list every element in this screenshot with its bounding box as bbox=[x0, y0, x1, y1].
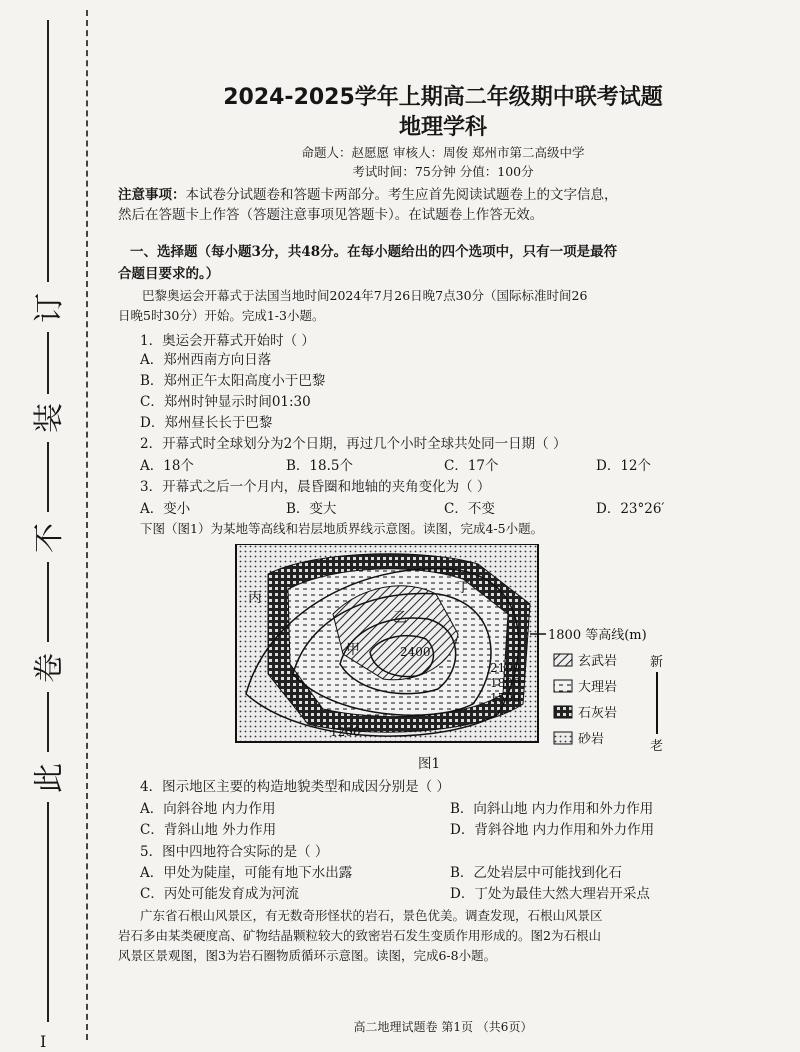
intro3-line-3: 风景区景观图，图3为岩石圈物质循环示意图。读图，完成6-8小题。 bbox=[118, 948, 497, 963]
label-ding: 丁 bbox=[456, 580, 470, 596]
corner-mark: I bbox=[40, 1032, 47, 1051]
q4-option-d: D．背斜谷地 内力作用和外力作用 bbox=[450, 822, 655, 838]
q3-option-b: B．变大 bbox=[286, 501, 337, 517]
label-jia: 甲 bbox=[346, 642, 360, 658]
legend-limestone-swatch bbox=[554, 706, 572, 718]
binding-dashed-line bbox=[86, 10, 88, 1040]
binding-line bbox=[47, 20, 49, 282]
q5-option-a: A．甲处为陡崖，可能有地下水出露 bbox=[140, 865, 353, 881]
legend-basalt-swatch bbox=[554, 654, 572, 666]
binding-char-bu: 不 bbox=[32, 523, 67, 553]
label-bing: 丙 bbox=[248, 590, 262, 606]
notice-line-2: 然后在答题卡上作答（答题注意事项见答题卡）。在试题卷上作答无效。 bbox=[118, 207, 544, 223]
contour-label-1800: 1800 bbox=[490, 676, 521, 690]
q3-option-c: C．不变 bbox=[444, 501, 495, 517]
section-heading-2: 合题目要求的。） bbox=[118, 266, 220, 282]
legend-old: 老 bbox=[650, 739, 664, 754]
contour-label-2100: 2100 bbox=[490, 661, 521, 675]
binding-line bbox=[47, 562, 49, 642]
legend-sandstone: 砂岩 bbox=[578, 732, 605, 747]
authors-line: 命题人：赵愿愿 审核人：周俊 郑州市第二高级中学 bbox=[301, 145, 585, 160]
legend-limestone: 石灰岩 bbox=[578, 706, 618, 721]
binding-char-juan: 卷 bbox=[32, 653, 67, 683]
q2-stem: 2．开幕式时全球划分为2个日期，再过几个小时全球共处同一日期（ ） bbox=[140, 436, 567, 452]
label-yi: 乙 bbox=[393, 610, 407, 626]
q2-option-d: D．12个 bbox=[596, 458, 652, 474]
q1-option-c: C．郑州时钟显示时间01:30 bbox=[140, 394, 311, 410]
intro3-line-1: 广东省石根山风景区，有无数奇形怪状的岩石，景色优美。调查发现，石根山风景区 bbox=[140, 908, 603, 923]
legend-basalt: 玄武岩 bbox=[578, 654, 618, 669]
q5-stem: 5．图中四地符合实际的是（ ） bbox=[140, 844, 329, 860]
q3-option-d: D．23°26′ bbox=[596, 501, 665, 517]
binding-strip bbox=[32, 10, 70, 1045]
q1-option-d: D．郑州昼长长于巴黎 bbox=[140, 415, 273, 431]
q2-option-a: A．18个 bbox=[140, 458, 194, 474]
legend-marble: 大理岩 bbox=[578, 680, 618, 695]
subject-title: 地理学科 bbox=[398, 115, 487, 140]
q2-option-c: C．17个 bbox=[444, 458, 499, 474]
notice-line-1 bbox=[118, 183, 618, 203]
intro2: 下图（图1）为某地等高线和岩层地质界线示意图。读图，完成4-5小题。 bbox=[140, 521, 544, 536]
legend-new: 新 bbox=[650, 655, 664, 670]
intro1-line-2: 日晚5时30分）开始。完成1-3小题。 bbox=[118, 308, 325, 323]
binding-line bbox=[47, 332, 49, 394]
time-score-line: 考试时间：75分钟 分值：100分 bbox=[352, 164, 534, 179]
notice-label: 注意事项： bbox=[118, 187, 186, 203]
q1-stem: 1．奥运会开幕式开始时（ ） bbox=[140, 333, 315, 349]
contour-label-1500: 1500 bbox=[490, 691, 521, 705]
legend-contour: 1800 等高线(m) bbox=[548, 628, 647, 643]
figure1-caption: 图1 bbox=[418, 756, 441, 772]
binding-char-zhuang: 装 bbox=[32, 403, 67, 433]
binding-line bbox=[47, 692, 49, 752]
figure1 bbox=[118, 544, 768, 774]
q4-option-a: A．向斜谷地 内力作用 bbox=[140, 801, 276, 817]
q5-option-c: C．丙处可能发育成为河流 bbox=[140, 886, 299, 902]
page-footer: 高二地理试题卷 第1页 （共6页） bbox=[353, 1020, 533, 1034]
exam-title: 2024-2025学年上期高二年级期中联考试题 bbox=[223, 85, 663, 110]
legend-marble-swatch bbox=[554, 680, 572, 692]
q5-option-d: D．丁处为最佳大然大理岩开采点 bbox=[450, 886, 650, 902]
intro1-line-1: 巴黎奥运会开幕式于法国当地时间2024年7月26日晚7点30分（国际标准时间26 bbox=[142, 288, 588, 303]
q4-option-b: B．向斜山地 内力作用和外力作用 bbox=[450, 801, 654, 817]
section-heading-1: 一、选择题（每小题3分，共48分。在每小题给出的四个选项中，只有一项是最符 bbox=[130, 244, 618, 260]
binding-line bbox=[47, 442, 49, 512]
contour-label-2400: 2400 bbox=[400, 645, 431, 659]
contour-label-1200: 1200 bbox=[330, 725, 361, 739]
q3-option-a: A．变小 bbox=[140, 501, 191, 517]
binding-char-ding: 订 bbox=[32, 293, 67, 323]
notice-text-1: 本试卷分试题卷和答题卡两部分。考生应首先阅读试题卷上的文字信息， bbox=[185, 187, 618, 203]
q4-stem: 4．图示地区主要的构造地貌类型和成因分别是（ ） bbox=[140, 779, 450, 795]
q3-stem: 3．开幕式之后一个月内，晨昏圈和地轴的夹角变化为（ ） bbox=[140, 479, 491, 495]
intro3-line-2: 岩石多由某类硬度高、矿物结晶颗粒较大的致密岩石发生变质作用形成的。图2为石根山 bbox=[118, 928, 601, 943]
binding-line bbox=[47, 802, 49, 1022]
figure1-svg bbox=[118, 544, 768, 774]
binding-char-ci: 此 bbox=[32, 763, 67, 793]
q1-option-b: B．郑州正午太阳高度小于巴黎 bbox=[140, 373, 326, 389]
q1-option-a: A．郑州西南方向日落 bbox=[140, 352, 272, 368]
legend-sandstone-swatch bbox=[554, 732, 572, 744]
q5-option-b: B．乙处岩层中可能找到化石 bbox=[450, 865, 622, 881]
q2-option-b: B．18.5个 bbox=[286, 458, 353, 474]
q4-option-c: C．背斜山地 外力作用 bbox=[140, 822, 277, 838]
